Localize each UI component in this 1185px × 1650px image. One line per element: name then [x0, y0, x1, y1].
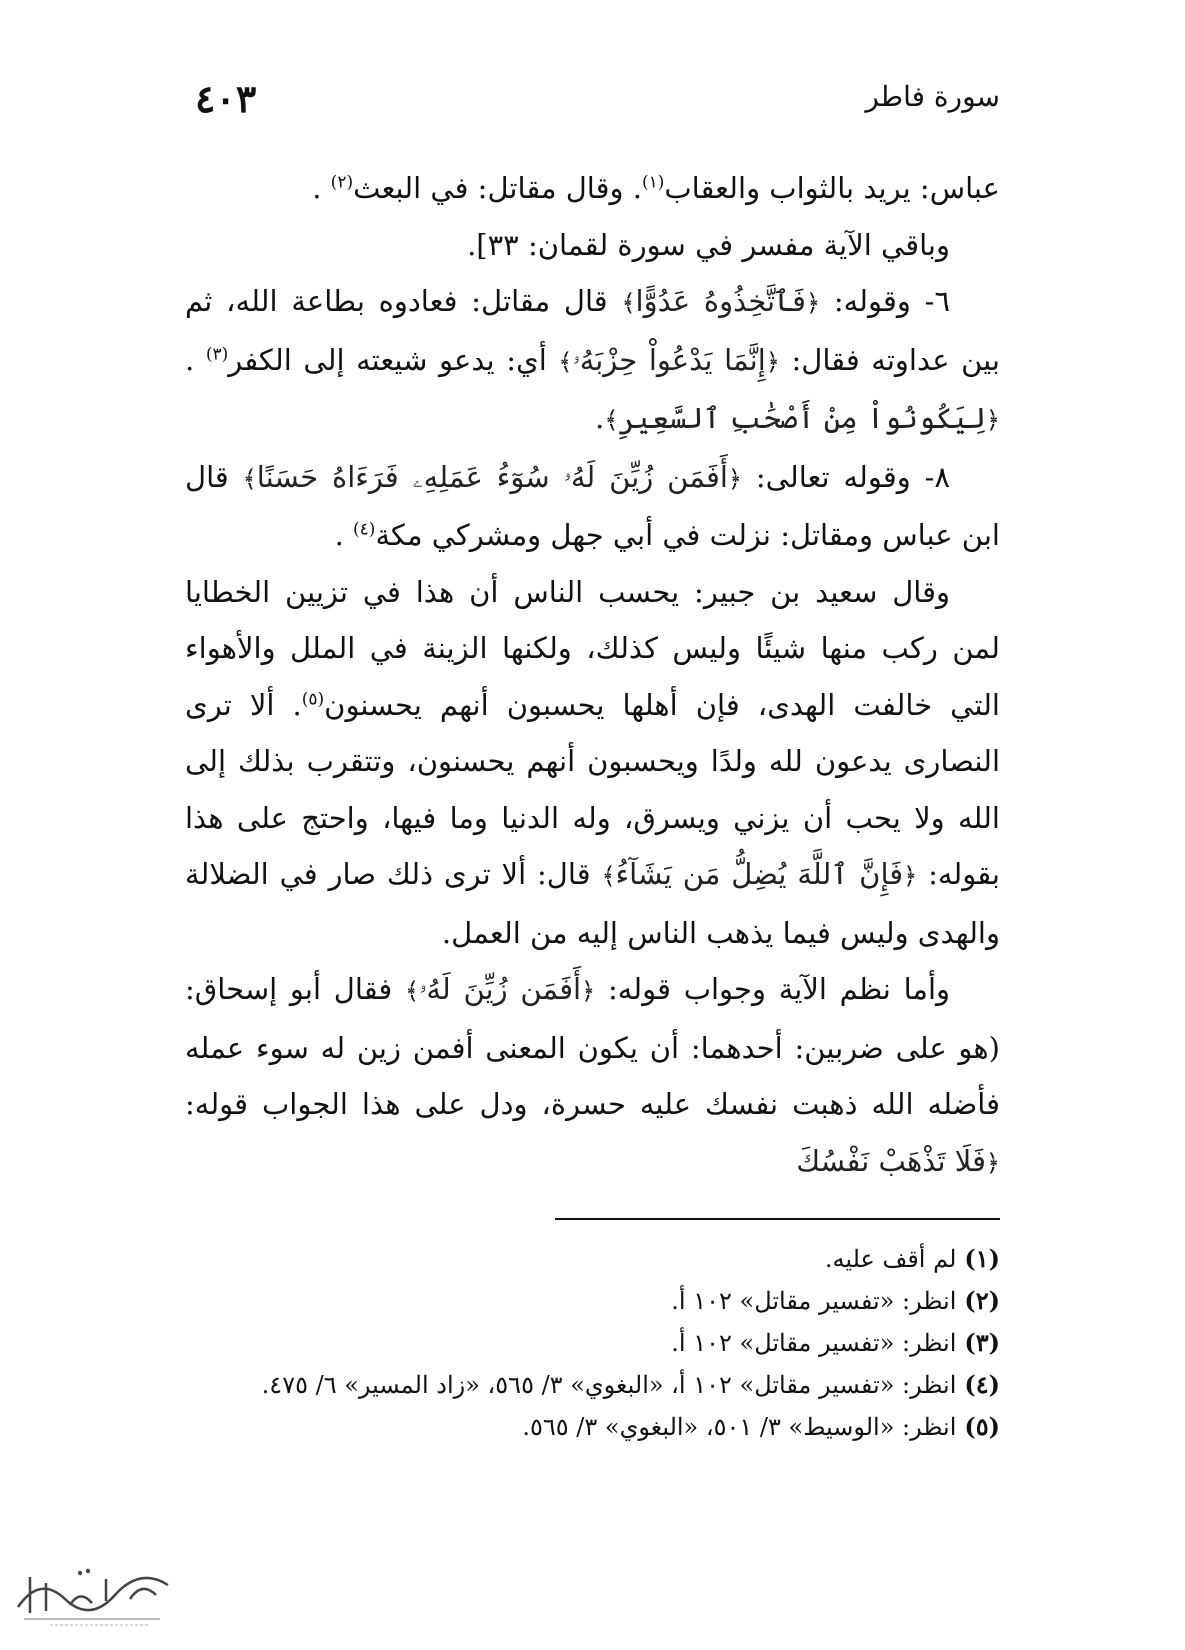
ornate-bracket-open: ﴿: [805, 289, 821, 317]
text-run: ٦- وقوله:: [820, 284, 951, 318]
paragraph-2: [185, 217, 1000, 274]
text-run: . ألا ترى النصارى يدعون لله ولدًا ويحسبون أنهم يحسنون، وتتقرب بذلك إلى الله ولا يحب أن يزني ويسرق، وله الدنيا وما فيها، واحتج على هذا بقوله:: [185, 687, 1000, 891]
footnote-text: انظر: «الوسيط» ٣/ ٥٠١، «البغوي» ٣/ ٥٦٥.: [522, 1413, 957, 1441]
ornate-bracket-close: ﴾: [558, 347, 573, 376]
text-run: وأما نظم الآية وجواب قوله:: [595, 972, 951, 1006]
footnote-ref-2[interactable]: (٢): [330, 172, 354, 193]
footnotes: [185, 1238, 1000, 1448]
quran-quote: فَلَا تَذْهَبْ نَفْسُكَ: [796, 1143, 986, 1178]
text-run: .: [312, 171, 331, 205]
footnote-1: [185, 1238, 1000, 1280]
main-text: [185, 160, 1000, 1191]
footnote-number: (٥): [964, 1412, 1000, 1441]
ornate-bracket-open: ﴿: [985, 406, 1000, 434]
text-run: ٨- وقوله تعالى:: [742, 459, 950, 494]
text-run: أي: يدعو شيعته إلى الكفر: [228, 342, 559, 377]
footnote-3: [185, 1322, 1000, 1364]
text-run: قال: ألا ترى ذلك صار في الضلالة والهدى وليس فيما يذهب الناس إليه من العمل.: [185, 857, 1000, 950]
ornate-bracket-open: ﴿: [581, 977, 596, 1005]
quran-quote: فَإِنَّ ٱللَّهَ يُضِلُّ مَن يَشَآءُ: [615, 857, 904, 891]
ornate-bracket-open: ﴿: [727, 464, 743, 493]
paragraph-4: [185, 449, 1000, 564]
ornate-bracket-open: ﴿: [765, 347, 780, 376]
footnote-text: انظر: «تفسير مقاتل» ١٠٢ أ.: [671, 1287, 957, 1315]
text-run: وباقي الآية مفسر في سورة لقمان: ٣٣].: [467, 227, 950, 262]
footnote-4: [185, 1364, 1000, 1406]
footnote-number: (٢): [964, 1286, 1000, 1315]
ornate-bracket-close: ﴾: [604, 406, 619, 434]
paragraph-6: [185, 961, 1000, 1191]
surah-title: سورة فاطر: [865, 80, 1000, 113]
text-run: قال ابن عباس ومقاتل: نزلت في أبي جهل ومشركي مكة: [185, 459, 1000, 552]
footnote-divider: [555, 1218, 1000, 1220]
footnote-5: [185, 1406, 1000, 1448]
quran-quote: لِيَكُونُواْ مِنْ أَصْحَٰبِ ٱلسَّعِيرِ: [618, 401, 986, 435]
quran-quote: إِنَّمَا يَدْعُواْ حِزْبَهُۥ: [572, 342, 766, 377]
quran-quote: أَفَمَن زُيِّنَ لَهُۥ سُوٓءُ عَمَلِهِۦ فَرَءَاهُ حَسَنًا: [256, 459, 728, 494]
footnote-number: (٤): [964, 1370, 1000, 1399]
text-run: .: [334, 518, 354, 552]
text-run: عباس: يريد بالثواب والعقاب: [664, 171, 1000, 205]
ornate-bracket-close: ﴾: [405, 977, 420, 1005]
ornate-bracket-close: ﴾: [621, 289, 636, 317]
paragraph-3: [185, 273, 1000, 449]
text-run: .: [595, 401, 605, 435]
ornate-bracket-close: ﴾: [601, 862, 616, 890]
footnote-number: (٣): [964, 1328, 1000, 1357]
footnote-ref-4[interactable]: (٤): [353, 519, 376, 540]
ornate-bracket-open: ﴿: [903, 862, 918, 890]
footnote-text: لم أقف عليه.: [824, 1245, 957, 1273]
ornate-bracket-close: ﴾: [242, 464, 257, 493]
footnote-number: (١): [964, 1244, 1000, 1273]
text-run: وقال سعيد بن جبير: يحسب الناس أن هذا في تزيين الخطايا لمن ركب منها شيئًا وليس كذلك، ولكنها الزينة في الملل والأهواء التي خالفت الهدى، فإن أهلها يحسبون أنهم يحسنون: [185, 574, 1000, 722]
ornate-bracket-open: ﴿: [985, 1148, 1000, 1177]
page-header: [195, 72, 1000, 122]
text-run: فقال أبو إسحاق: (هو على ضربين: أحدهما: أن يكون المعنى أفمن زين له سوء عمله فأضله الله ذهبت نفسك عليه حسرة، ودل على هذا الجواب قوله:: [185, 972, 1000, 1121]
footnote-ref-5[interactable]: (٥): [301, 688, 325, 709]
page-number: ٤٠٣: [195, 76, 257, 121]
paragraph-5: [185, 564, 1000, 962]
quran-quote: أَفَمَن زُيِّنَ لَهُۥ: [419, 972, 582, 1006]
footnote-2: [185, 1280, 1000, 1322]
footnote-ref-3[interactable]: (٣): [205, 343, 229, 364]
text-run: . وقال مقاتل: في البعث: [353, 171, 642, 205]
footnote-text: انظر: «تفسير مقاتل» ١٠٢ أ.: [671, 1329, 957, 1357]
library-stamp-logo: [10, 1555, 175, 1630]
paragraph-1: [185, 160, 1000, 217]
footnote-text: انظر: «تفسير مقاتل» ١٠٢ أ، «البغوي» ٣/ ٥٦٥، «زاد المسير» ٦/ ٤٧٥.: [261, 1371, 957, 1399]
text-run: قال مقاتل: فعادوه بطاعة الله، ثم بين عداوته فقال:: [185, 284, 1001, 377]
text-run: .: [185, 342, 206, 377]
footnote-ref-1[interactable]: (١): [641, 172, 665, 193]
quran-quote: فَٱتَّخِذُوهُ عَدُوًّا: [635, 284, 806, 318]
